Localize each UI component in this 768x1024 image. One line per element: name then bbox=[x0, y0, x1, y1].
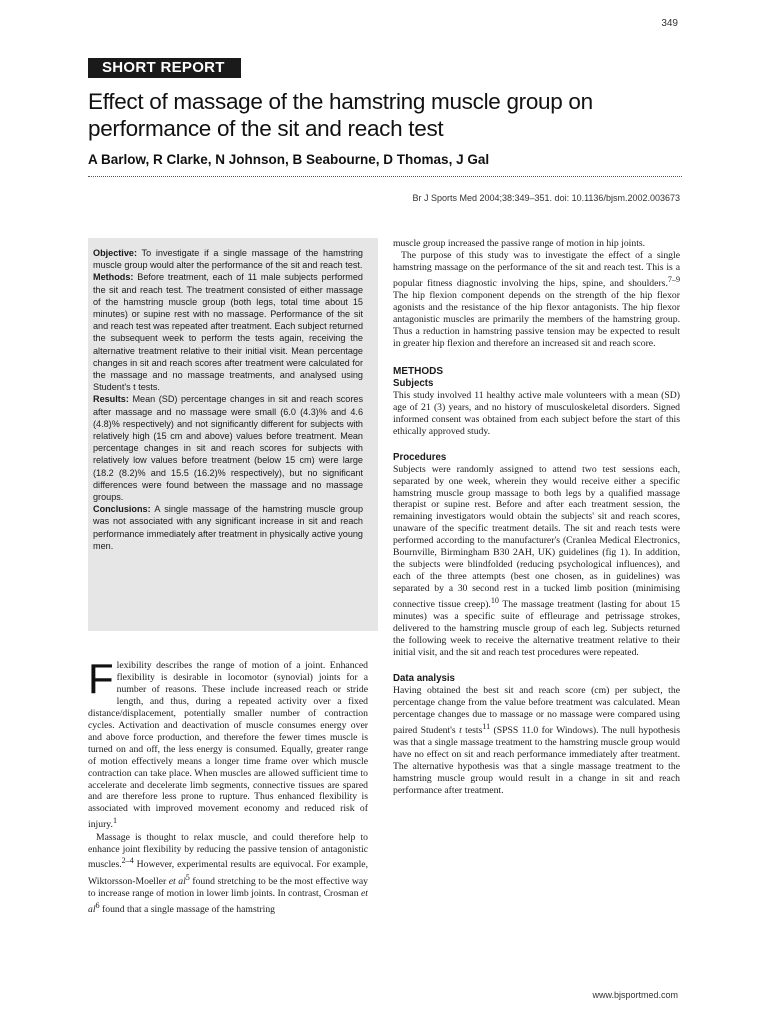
right-column bbox=[393, 238, 680, 797]
reference-mark: 7–9 bbox=[667, 274, 680, 284]
subjects-heading: Subjects bbox=[393, 377, 434, 389]
abstract-box bbox=[88, 238, 378, 631]
reference-mark: 6 bbox=[95, 900, 100, 910]
data-analysis-heading: Data analysis bbox=[393, 673, 455, 685]
intro-p1-text: lexibility describes the range of motion of a joint. Enhanced flexibility is desirable in locomotor (synovial) joints for a number of reasons. These include increased reach or stride length, and thus, during a repeated activity over a fixed distance/displacement, potentially smaller number of contraction cycles. Activation and deactivation of muscle consumes energy over and above force production, and therefore the fewer times muscle is turned on and off, the less energy is consumed. Equally, greater range of motion effectively means a longer time frame over which muscle contraction can take place. When muscles are allowed sufficient time to accelerate and decelerate limb segments, connective tissues are spared and are therefore less prone to rupture. Thus enhanced flexibility is associated with improved movement economy and reduced risk of injury. bbox=[88, 660, 368, 831]
reference-mark: 5 bbox=[185, 872, 190, 882]
procedures-text: The massage treatment (lasting for about 15 minutes) was a specific suite of effleurage and petrissage strokes, delivered to the hamstring muscle group of each leg. Subjects returned the following week to receive the alternative treatment relative to their initial visit, and the sit and reach test procedures were repeated. bbox=[393, 599, 681, 659]
purpose-text: The purpose of this study was to investigate the effect of a single hamstring massage on the performance of the sit and reach test. This is a popular fitness diagnostic involving the hips, spine, and shoulders. bbox=[393, 249, 680, 290]
et-al: et al bbox=[168, 875, 186, 887]
purpose-paragraph bbox=[393, 250, 680, 350]
section-tag: SHORT REPORT bbox=[88, 58, 241, 78]
intro-continuation: muscle group increased the passive range of motion in hip joints. bbox=[393, 238, 646, 249]
reference-mark: 2–4 bbox=[121, 856, 134, 866]
abstract-results bbox=[93, 393, 363, 503]
methods-text: Before treatment, each of 11 male subjects performed the sit and reach test. The treatment consisted of either massage of the hamstring muscle group (both legs, total time about 15 minutes) or supine rest with no massage. Performance of the sit and reach test was repeated after treatment. Each subject returned the subsequent week to perform the tests again, receiving the alternative treatment relative to their initial visit. Mean percentage changes in sit and reach scores after treatment were calculated for the massage and no massage treatments, and analysed using Student's t tests. bbox=[93, 272, 363, 393]
intro-p2-text: found that a single massage of the hamstring bbox=[99, 904, 276, 916]
page-number: 349 bbox=[661, 18, 678, 29]
abstract-objective bbox=[93, 247, 363, 271]
conclusions-label: Conclusions: bbox=[93, 504, 151, 515]
procedures-paragraph bbox=[393, 464, 680, 659]
reference-mark: 1 bbox=[112, 816, 117, 826]
reference-mark: 10 bbox=[490, 596, 499, 606]
citation-line: Br J Sports Med 2004;38:349–351. doi: 10.1136/bjsm.2002.003673 bbox=[412, 193, 680, 203]
intro-paragraph-1 bbox=[88, 655, 368, 832]
abstract-methods bbox=[93, 271, 363, 393]
analysis-text: Having obtained the best sit and reach score (cm) per subject, the percentage change from the value before treatment was calculated. Mean percentage changes due to massage or no massage were compared using paired Student's bbox=[393, 685, 680, 737]
intro-paragraph-2 bbox=[88, 832, 368, 916]
intro-p2-text: found stretching to be the most effective way to increase range of motion in lower limb joints. In contrast, Crosman bbox=[88, 875, 369, 899]
methods-label: Methods: bbox=[93, 272, 134, 283]
procedures-heading: Procedures bbox=[393, 451, 447, 463]
dotted-divider bbox=[88, 176, 682, 177]
article-title: Effect of massage of the hamstring muscle group on performance of the sit and reach test bbox=[88, 89, 593, 141]
objective-label: Objective: bbox=[93, 248, 137, 258]
intro-p2-text: Massage is thought to relax muscle, and could therefore help to enhance joint flexibility by reducing the passive tension of antagonistic muscles. bbox=[88, 831, 368, 871]
introduction-body bbox=[88, 655, 369, 916]
analysis-text: tests bbox=[461, 725, 483, 737]
abstract-content bbox=[93, 247, 363, 552]
t-italic: t bbox=[459, 725, 462, 737]
conclusions-text: A single massage of the hamstring muscle group was not associated with any significant increase in sit and reach performance immediately after treatment in physically active young men. bbox=[93, 504, 364, 551]
reference-mark: 11 bbox=[482, 721, 491, 731]
data-analysis-paragraph bbox=[393, 685, 680, 797]
journal-url[interactable]: www.bjsportmed.com bbox=[592, 990, 678, 1000]
results-label: Results: bbox=[93, 394, 129, 405]
abstract-conclusions bbox=[93, 503, 363, 552]
procedures-text: Subjects were randomly assigned to attend two test sessions each, separated by one week, wherein they would receive either a specific hamstring muscle group massage to both legs by a qualified massage therapist or supine rest. Before and after each treatment session, the remaining investigators would obtain the subjects' sit and reach scores, unaware of the specific treatment details. The sit and reach tests were performed according to the manufacturer's (Cranlea Medical Electronics, Bournville, Birmingham B30 2AH, UK) guidelines (fig 1). In addition, the subjects were blindfolded (reducing psychological influences), and each of the three attempts (best one chosen, as in guidelines) was separated by a 30 second rest in a tucked limb position (minimising connective tissue creep). bbox=[393, 463, 680, 611]
drop-cap: F bbox=[88, 655, 114, 702]
subjects-paragraph: This study involved 11 healthy active male volunteers with a mean (SD) age of 21 (3) years, and no history of musculoskeletal disorders. Signed informed consent was obtained from each subject before the start of this ethically approved study. bbox=[393, 389, 680, 437]
et-al: et al bbox=[88, 887, 368, 916]
methods-heading: METHODS bbox=[393, 365, 443, 377]
objective-text: To investigate if a single massage of the hamstring muscle group would alter the performance of the sit and reach test. bbox=[93, 248, 363, 271]
purpose-text: The hip flexion component depends on the strength of the hip flexor agonists and the resistance of the hip flexor antagonists. The hip flexor antagonistic muscles are primarily the members of the hamstring group. Thus a reduction in hamstring passive tension may be expected to result in greater hip flexion and therefore an increased sit and reach score. bbox=[393, 290, 680, 349]
author-list: A Barlow, R Clarke, N Johnson, B Seabourne, D Thomas, J Gal bbox=[88, 152, 490, 167]
results-text: Mean (SD) percentage changes in sit and reach scores after massage and no massage were small (6.0 (4.3)% and 4.6 (4.8)% respectively) and not significantly different for subjects with relatively high (15 cm and above) values before treatment. Mean percentage changes in sit and reach scores for subjects with relatively low values before treatment (below 15 cm) were large (18.2 (8.2)% and 15.5 (16.2)% respectively), but no significant differences were found between the massage and no massage groups. bbox=[93, 394, 363, 503]
analysis-text: (SPSS 11.0 for Windows). The null hypothesis was that a single massage treatment to the hamstring muscle group would have no effect on sit and reach performance immediately after treatment. The alternative hypothesis was that a single massage treatment to the hamstring muscle group would result in a change in sit and reach performance after treatment. bbox=[393, 725, 680, 796]
intro-p2-text: However, experimental results are equivocal. For example, Wiktorsson-Moeller bbox=[88, 859, 368, 887]
